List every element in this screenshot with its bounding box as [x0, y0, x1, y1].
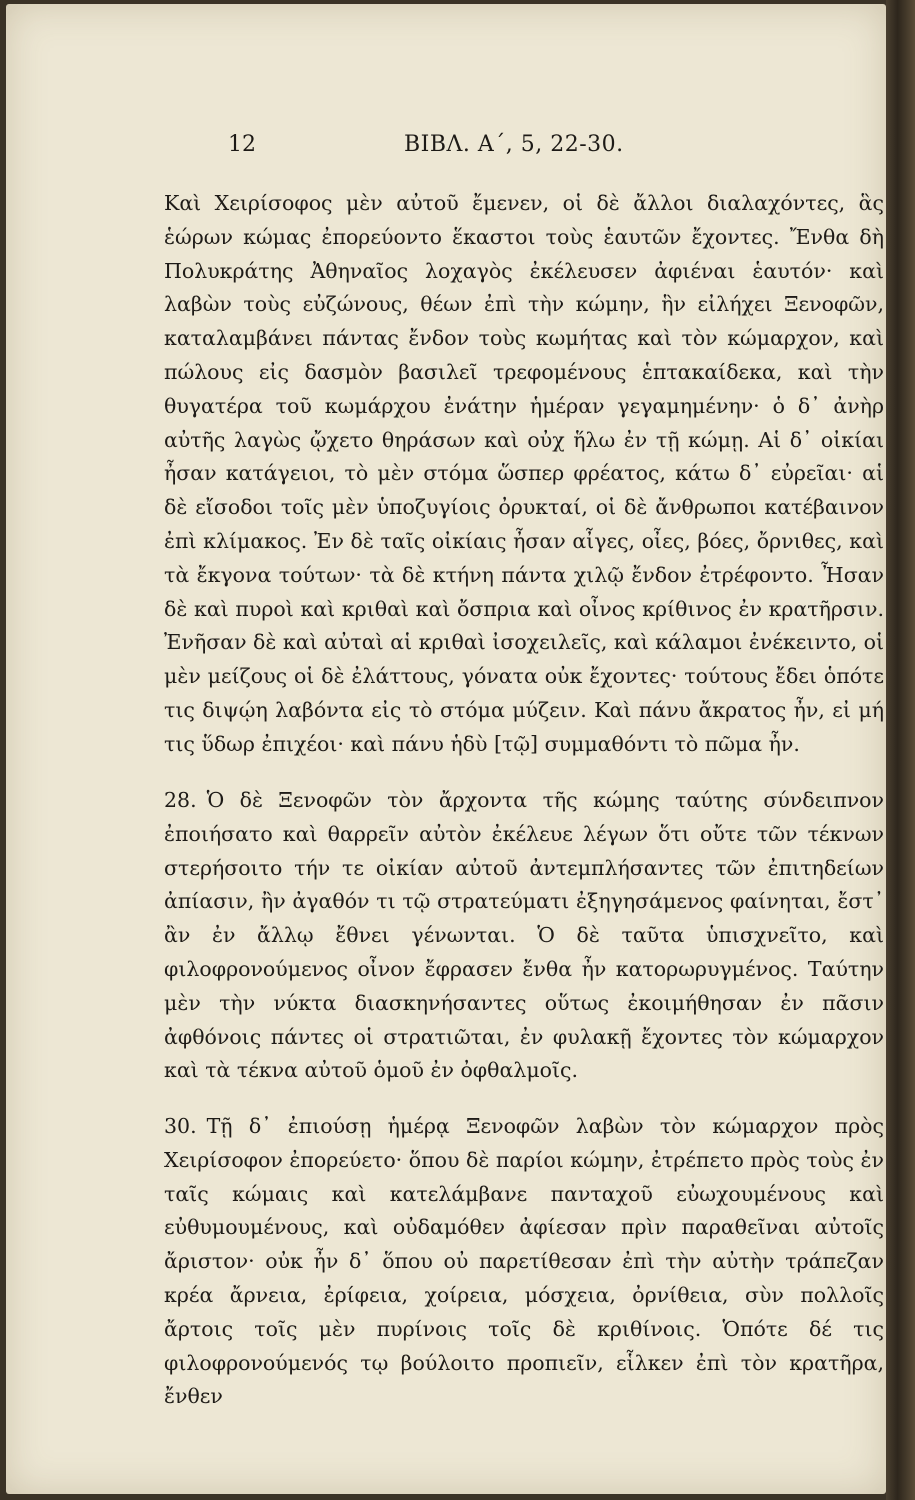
- paragraph-1: [164, 187, 884, 762]
- paragraph-30: [164, 1110, 884, 1414]
- page-number: 12: [228, 132, 256, 157]
- section-number: 28.: [164, 788, 197, 812]
- page-header: [6, 132, 886, 166]
- paragraph-28: [164, 784, 884, 1088]
- running-title: ΒΙΒΛ. Α΄, 5, 22-30.: [404, 132, 624, 157]
- book-binding-edge: [886, 0, 915, 1500]
- paragraph-text: Τῇ δ᾽ ἐπιούσῃ ἡμέρᾳ Ξενοφῶν λαβὼν τὸν κώμαρχον πρὸς Χειρίσοφον ἐπορεύετο· ὅπου δὲ παρίοι κώμην, ἐτρέπετο πρὸς τοὺς ἐν ταῖς κώμαις καὶ κατελάμβανε πανταχοῦ εὐωχουμένους καὶ εὐθυμουμένους, καὶ οὐδαμόθεν ἀφίεσαν πρὶν παραθεῖναι αὐτοῖς ἄριστον· οὐκ ἦν δ᾽ ὅπου οὐ παρετίθεσαν ἐπὶ τὴν αὐτὴν τράπεζαν κρέα ἄρνεια, ἐρίφεια, χοίρεια, μόσχεια, ὀρνίθεια, σὺν πολλοῖς ἄρτοις τοῖς μὲν πυρίνοις τοῖς δὲ κριθίνοις. Ὁπότε δέ τις φιλοφρονούμενός τῳ βούλοιτο προπιεῖν, εἷλκεν ἐπὶ τὸν κρατῆρα, ἔνθεν: [164, 1114, 884, 1409]
- paragraph-text: Καὶ Χειρίσοφος μὲν αὐτοῦ ἔμενεν, οἱ δὲ ἄλλοι διαλαχόντες, ἃς ἑώρων κώμας ἐπορεύοντο ἕκαστοι τοὺς ἑαυτῶν ἔχοντες. Ἔνθα δὴ Πολυκράτης Ἀθηναῖος λοχαγὸς ἐκέλευσεν ἀφιέναι ἑαυτόν· καὶ λαβὼν τοὺς εὐζώνους, θέων ἐπὶ τὴν κώμην, ἣν εἰλήχει Ξενοφῶν, καταλαμβάνει πάντας ἔνδον τοὺς κωμήτας καὶ τὸν κώμαρχον, καὶ πώλους εἰς δασμὸν βασιλεῖ τρεφομένους ἑπτακαίδεκα, καὶ τὴν θυγατέρα τοῦ κωμάρχου ἐνάτην ἡμέραν γεγαμημένην· ὁ δ᾽ ἀνὴρ αὐτῆς λαγὼς ᾤχετο θηράσων καὶ οὐχ ἥλω ἐν τῇ κώμῃ. Αἱ δ᾽ οἰκίαι ἦσαν κατάγειοι, τὸ μὲν στόμα ὥσπερ φρέατος, κάτω δ᾽ εὐρεῖαι· αἱ δὲ εἴσοδοι τοῖς μὲν ὑποζυγίοις ὀρυκταί, οἱ δὲ ἄνθρωποι κατέβαινον ἐπὶ κλίμακος. Ἐν δὲ ταῖς οἰκίαις ἦσαν αἶγες, οἶες, βόες, ὄρνιθες, καὶ τὰ ἔκγονα τούτων· τὰ δὲ κτήνη πάντα χιλῷ ἔνδον ἐτρέφοντο. Ἦσαν δὲ καὶ πυροὶ καὶ κριθαὶ καὶ ὄσπρια καὶ οἶνος κρίθινος ἐν κρατῆρσιν. Ἐνῆσαν δὲ καὶ αὐταὶ αἱ κριθαὶ ἰσοχειλεῖς, καὶ κάλαμοι ἐνέκειντο, οἱ μὲν μείζους οἱ δὲ ἐλάττους, γόνατα οὐκ ἔχοντες· τούτους ἔδει ὁπότε τις διψῴη λαβόντα εἰς τὸ στόμα μύζειν. Καὶ πάνυ ἄκρατος ἦν, εἰ μή τις ὕδωρ ἐπιχέοι· καὶ πάνυ ἡδὺ [τῷ] συμμαθόντι τὸ πῶμα ἦν.: [164, 191, 884, 756]
- section-number: 30.: [164, 1114, 197, 1138]
- book-page: [6, 4, 886, 1494]
- paragraph-text: Ὁ δὲ Ξενοφῶν τὸν ἄρχοντα τῆς κώμης ταύτης σύνδειπνον ἐποιήσατο καὶ θαρρεῖν αὐτὸν ἐκέλευε λέγων ὅτι οὔτε τῶν τέκνων στερήσοιτο τήν τε οἰκίαν αὐτοῦ ἀντεμπλήσαντες τῶν ἐπιτηδείων ἀπίασιν, ἢν ἀγαθόν τι τῷ στρατεύματι ἐξηγησάμενος φαίνηται, ἔστ᾽ ἂν ἐν ἄλλῳ ἔθνει γένωνται. Ὁ δὲ ταῦτα ὑπισχνεῖτο, καὶ φιλοφρονούμενος οἶνον ἔφρασεν ἔνθα ἦν κατορωρυγμένος. Ταύτην μὲν τὴν νύκτα διασκηνήσαντες οὕτως ἐκοιμήθησαν ἐν πᾶσιν ἀφθόνοις πάντες οἱ στρατιῶται, ἐν φυλακῇ ἔχοντες τὸν κώμαρχον καὶ τὰ τέκνα αὐτοῦ ὁμοῦ ἐν ὀφθαλμοῖς.: [164, 788, 884, 1083]
